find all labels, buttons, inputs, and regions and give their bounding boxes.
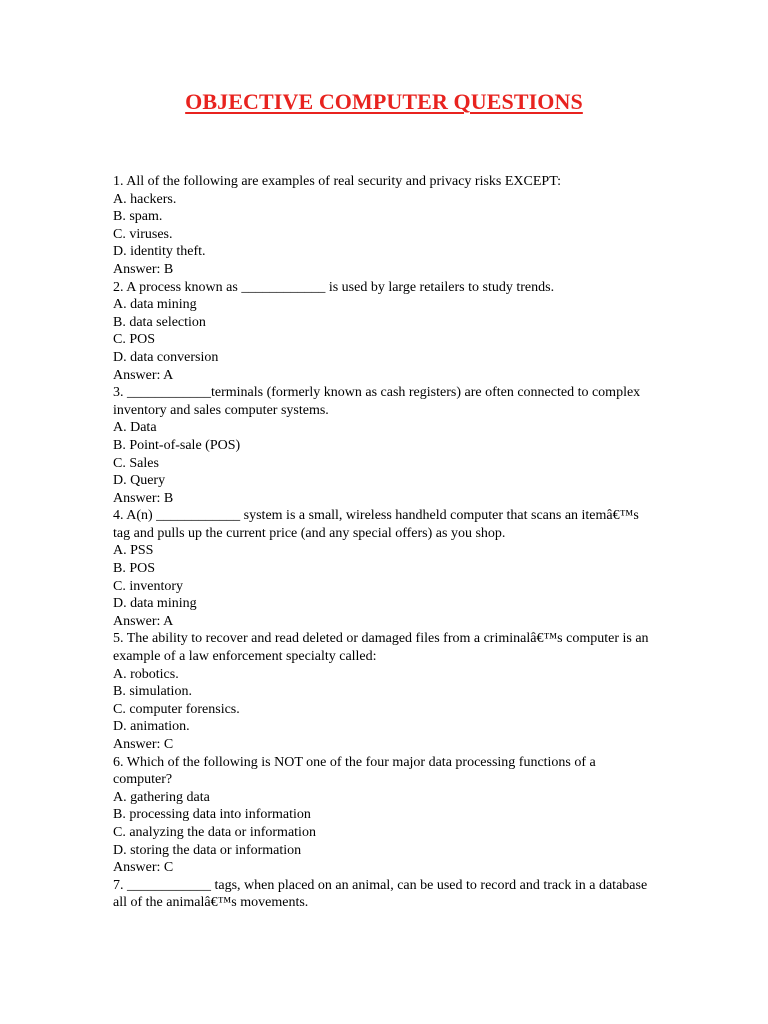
question-block <box>113 877 653 912</box>
option-a: A. gathering data <box>113 789 210 805</box>
option-d: D. Query <box>113 473 166 489</box>
question-text: 1. All of the following are examples of real security and privacy risks EXCEPT: <box>113 174 561 189</box>
question-list <box>113 173 653 912</box>
option-b: B. Point-of-sale (POS) <box>113 437 241 453</box>
question-text: 2. A process known as ____________ is used by large retailers to study trends. <box>113 279 555 295</box>
answer-text: Answer: C <box>113 737 174 752</box>
option-c: C. analyzing the data or information <box>113 824 316 840</box>
option-a: A. data mining <box>113 297 197 313</box>
option-b: B. data selection <box>113 314 206 330</box>
page-title: OBJECTIVE COMPUTER QUESTIONS <box>185 89 583 114</box>
answer-text: Answer: A <box>113 613 174 629</box>
question-text: 3. ____________terminals (formerly known as cash registers) are often connected to complex inventory and sales computer systems. <box>113 385 644 418</box>
option-c: C. Sales <box>113 455 159 471</box>
option-d: D. data conversion <box>113 349 219 365</box>
option-c: C. POS <box>113 332 156 348</box>
question-text: 6. Which of the following is NOT one of the four major data processing functions of a computer? <box>113 754 600 788</box>
answer-text: Answer: B <box>113 261 174 277</box>
question-block <box>113 507 653 630</box>
question-block <box>113 754 653 877</box>
question-block <box>113 279 653 385</box>
option-c: C. inventory <box>113 578 183 594</box>
option-a: A. hackers. <box>113 191 177 207</box>
option-b: B. simulation. <box>113 684 192 700</box>
option-d: D. storing the data or information <box>113 842 302 858</box>
question-block <box>113 384 653 507</box>
option-b: B. spam. <box>113 209 163 225</box>
option-d: D. animation. <box>113 719 190 735</box>
question-text: 5. The ability to recover and read deleted or damaged files from a criminalâ€™s computer is an example of a law enforcement specialty called: <box>113 631 653 665</box>
question-text: 7. ____________ tags, when placed on an animal, can be used to record and track in a database all of the animalâ€™s movements. <box>113 877 651 911</box>
option-a: A. PSS <box>113 543 154 559</box>
option-d: D. data mining <box>113 596 197 612</box>
answer-text: Answer: B <box>113 490 174 506</box>
option-b: B. processing data into information <box>113 807 311 823</box>
answer-text: Answer: C <box>113 860 174 876</box>
question-block <box>113 630 653 753</box>
answer-text: Answer: A <box>113 367 174 383</box>
option-a: A. robotics. <box>113 666 179 682</box>
question-text: 4. A(n) ____________ system is a small, wireless handheld computer that scans an itemâ€™s tag and pulls up the current price (and any special offers) as you shop. <box>113 508 643 541</box>
option-a: A. Data <box>113 420 157 436</box>
option-c: C. computer forensics. <box>113 701 240 717</box>
option-b: B. POS <box>113 561 156 577</box>
option-c: C. viruses. <box>113 226 173 242</box>
question-block <box>113 173 653 279</box>
option-d: D. identity theft. <box>113 244 206 260</box>
